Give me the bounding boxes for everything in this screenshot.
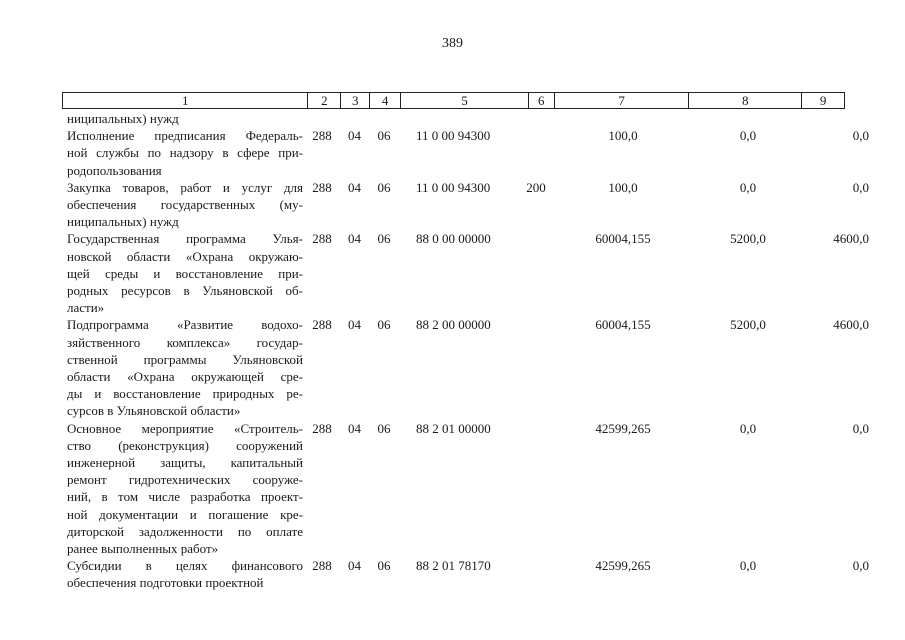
cell-value: 04: [348, 420, 361, 436]
row-name-cell: [62, 110, 305, 127]
row-cell-c5: [398, 230, 520, 316]
row-cell-c9: [802, 179, 869, 231]
cell-value: 4600,0: [833, 231, 869, 247]
row-cell-c9: [802, 127, 869, 179]
cell-value: 06: [377, 558, 391, 574]
row-cell-c8: [694, 230, 802, 316]
cell-value: 288: [312, 558, 332, 574]
row-name-line: Закупка товаров, работ и услуг для: [67, 179, 303, 195]
cell-value: 88 0 00 00000: [416, 231, 491, 247]
row-name-line: родопользования: [67, 162, 162, 178]
row-cell-c8: [694, 127, 802, 179]
row-cell-c3: [339, 179, 370, 231]
row-name-line: диторской задолженности по оплате: [67, 523, 303, 539]
table-row: [62, 230, 869, 316]
row-cell-c7: [552, 127, 694, 179]
cell-value: 100,0: [608, 128, 638, 144]
cell-value: 5200,0: [730, 317, 766, 333]
cell-value: 11 0 00 94300: [416, 179, 491, 195]
row-cell-c3: [339, 316, 370, 419]
row-name-cell: [62, 420, 305, 558]
row-cell-c7: [552, 110, 694, 127]
row-cell-c4: [370, 230, 398, 316]
row-cell-c4: [370, 316, 398, 419]
row-cell-c6: [520, 230, 552, 316]
cell-value: 11 0 00 94300: [416, 128, 491, 144]
cell-value: 04: [348, 558, 361, 574]
cell-value: 0,0: [739, 558, 757, 574]
cell-value: 04: [348, 179, 361, 195]
row-name-line: ниципальных) нужд: [67, 214, 179, 230]
cell-value: 88 2 00 00000: [416, 317, 491, 333]
cell-value: 04: [348, 231, 361, 247]
row-cell-c6: [520, 316, 552, 419]
row-cell-c9: [802, 316, 869, 419]
row-cell-c2: [305, 110, 339, 127]
row-name-cell: [62, 230, 305, 316]
header-col-9: 9: [801, 93, 844, 108]
row-cell-c4: [370, 110, 398, 127]
row-cell-c4: [370, 179, 398, 231]
header-col-5: 5: [400, 93, 528, 108]
row-cell-c2: [305, 316, 339, 419]
row-cell-c7: [552, 179, 694, 231]
header-col-3: 3: [340, 93, 369, 108]
row-cell-c8: [694, 179, 802, 231]
cell-value: 06: [377, 420, 391, 436]
row-name-line: области «Охрана окружающей сре-: [67, 369, 303, 385]
cell-value: 06: [377, 128, 391, 144]
row-name-line: обеспечения государственных (му-: [67, 197, 303, 213]
row-name-cell: [62, 557, 305, 591]
row-name-line: ласти»: [67, 300, 105, 316]
cell-value: 42599,265: [595, 558, 651, 574]
row-name-line: ремонт гидротехнических сооруже-: [67, 472, 303, 488]
cell-value: 0,0: [739, 179, 757, 195]
row-cell-c5: [398, 127, 520, 179]
row-name-line: ной службы по надзору в сфере при-: [67, 145, 303, 161]
cell-value: 288: [312, 231, 332, 247]
cell-value: 06: [377, 317, 391, 333]
row-cell-c3: [339, 127, 370, 179]
table-row: [62, 179, 869, 231]
row-name-line: ний, в том числе разработка проект-: [67, 489, 303, 505]
table-row: [62, 127, 869, 179]
row-cell-c4: [370, 557, 398, 591]
row-name-line: Государственная программа Улья-: [67, 231, 303, 247]
header-col-8: 8: [688, 93, 801, 108]
row-cell-c4: [370, 127, 398, 179]
row-cell-c5: [398, 420, 520, 558]
row-cell-c3: [339, 230, 370, 316]
header-col-2: 2: [307, 93, 340, 108]
cell-value: 06: [377, 231, 391, 247]
row-name-line: Подпрограмма «Развитие водохо-: [67, 317, 303, 333]
cell-value: 0,0: [739, 420, 757, 436]
row-name-cell: [62, 316, 305, 419]
row-cell-c5: [398, 316, 520, 419]
row-name-line: Субсидии в целях финансового: [67, 558, 303, 574]
cell-value: 200: [526, 179, 546, 195]
table-row: [62, 110, 845, 127]
row-cell-c3: [339, 110, 370, 127]
row-name-line: ственной программы Ульяновской: [67, 351, 303, 367]
row-name-line: родных ресурсов в Ульяновской об-: [67, 283, 303, 299]
header-col-1: 1: [181, 93, 189, 108]
row-cell-c8: [694, 420, 802, 558]
cell-value: 06: [377, 179, 391, 195]
row-cell-c6: [520, 557, 552, 591]
cell-value: 04: [348, 128, 361, 144]
row-name-line: ранее выполненных работ»: [67, 541, 219, 557]
row-name-cell: [62, 179, 305, 231]
cell-value: 5200,0: [730, 231, 766, 247]
cell-value: 88 2 01 78170: [416, 558, 491, 574]
table-row: [62, 557, 869, 591]
row-cell-c3: [339, 420, 370, 558]
row-name-line: ной документации и погашение кре-: [67, 506, 303, 522]
row-cell-c7: [552, 557, 694, 591]
row-cell-c8: [694, 557, 802, 591]
row-name-line: ство (реконструкция) сооружений: [67, 437, 303, 453]
row-cell-c5: [398, 110, 520, 127]
cell-value: 4600,0: [833, 317, 869, 333]
cell-value: 04: [348, 317, 361, 333]
row-cell-c9: [802, 557, 869, 591]
row-cell-c7: [552, 420, 694, 558]
cell-value: 288: [312, 317, 332, 333]
row-cell-c4: [370, 420, 398, 558]
cell-value: 0,0: [852, 420, 869, 436]
page-number: 389: [442, 36, 463, 51]
header-col-4: 4: [369, 93, 400, 108]
row-cell-c6: [520, 110, 552, 127]
row-cell-c6: [520, 179, 552, 231]
cell-value: 0,0: [852, 558, 869, 574]
row-cell-c9: [802, 110, 845, 127]
cell-value: 0,0: [852, 179, 869, 195]
row-name-line: ниципальных) нужд: [67, 111, 179, 126]
cell-value: 288: [312, 128, 332, 144]
row-cell-c5: [398, 557, 520, 591]
row-name-line: зяйственного комплекса» государ-: [67, 334, 303, 350]
row-name-line: новской области «Охрана окружаю-: [67, 248, 303, 264]
row-cell-c2: [305, 557, 339, 591]
cell-value: 60004,155: [595, 231, 651, 247]
header-col-6: 6: [528, 93, 554, 108]
row-name-line: сурсов в Ульяновской области»: [67, 403, 241, 419]
row-name-cell: [62, 127, 305, 179]
row-cell-c6: [520, 127, 552, 179]
row-cell-c2: [305, 420, 339, 558]
row-cell-c6: [520, 420, 552, 558]
row-name-line: инженерной защиты, капитальный: [67, 455, 303, 471]
row-cell-c5: [398, 179, 520, 231]
row-name-line: Исполнение предписания Федераль-: [67, 128, 303, 144]
row-cell-c8: [694, 110, 802, 127]
cell-value: 288: [312, 179, 332, 195]
table-header: [62, 92, 845, 109]
row-cell-c9: [802, 420, 869, 558]
header-col-7: 7: [554, 93, 689, 108]
row-name-line: щей среды и восстановление при-: [67, 265, 303, 281]
row-cell-c7: [552, 230, 694, 316]
row-name-line: Основное мероприятие «Строитель-: [67, 420, 303, 436]
row-cell-c2: [305, 230, 339, 316]
table-row: [62, 316, 869, 419]
cell-value: 88 2 01 00000: [416, 420, 491, 436]
row-cell-c9: [802, 230, 869, 316]
cell-value: 288: [312, 420, 332, 436]
row-cell-c2: [305, 179, 339, 231]
cell-value: 100,0: [608, 179, 638, 195]
cell-value: 60004,155: [595, 317, 651, 333]
cell-value: 42599,265: [595, 420, 651, 436]
row-cell-c3: [339, 557, 370, 591]
cell-value: 0,0: [852, 128, 869, 144]
table-body: [62, 110, 869, 592]
table-row: [62, 420, 869, 558]
row-cell-c7: [552, 316, 694, 419]
cell-value: 0,0: [739, 128, 757, 144]
row-cell-c8: [694, 316, 802, 419]
row-name-line: обеспечения подготовки проектной: [67, 575, 264, 591]
row-cell-c2: [305, 127, 339, 179]
row-name-line: ды и восстановление природных ре-: [67, 386, 303, 402]
